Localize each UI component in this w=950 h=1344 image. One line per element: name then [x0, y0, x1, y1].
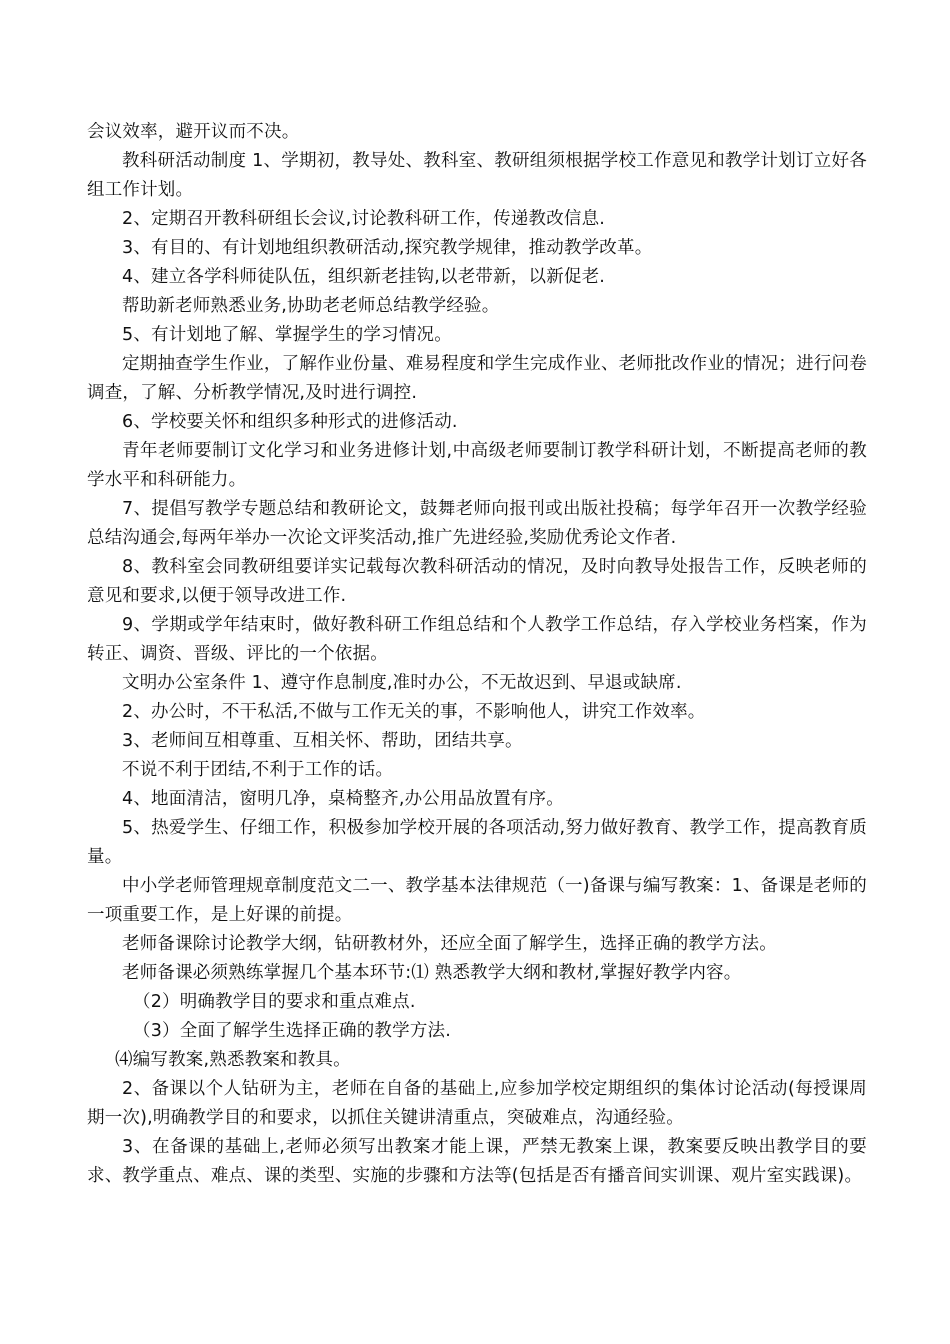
paragraph: 3、老师间互相尊重、互相关怀、帮助，团结共享。	[122, 731, 523, 751]
paragraph: 2、备课以个人钻研为主，老师在自备的基础上,应参加学校定期组织的集体讨论活动(每授课周期一次),明确教学目的和要求，以抓住关键讲清重点，突破难点，沟通经验。	[87, 1079, 867, 1128]
paragraph: 4、建立各学科师徒队伍，组织新老挂钩,以老带新，以新促老.	[122, 267, 606, 287]
paragraph: 4、地面清洁，窗明几净，桌椅整齐,办公用品放置有序。	[122, 789, 564, 809]
paragraph: ⑷编写教案,熟悉教案和教具。	[115, 1050, 351, 1070]
paragraph: 定期抽查学生作业，了解作业份量、难易程度和学生完成作业、老师批改作业的情况；进行问卷调查，了解、分析教学情况,及时进行调控.	[87, 354, 867, 403]
paragraph: 会议效率，避开议而不决。	[87, 122, 300, 142]
paragraph: 7、提倡写教学专题总结和教研论文，鼓舞老师向报刊或出版社投稿；每学年召开一次教学经验总结沟通会,每两年举办一次论文评奖活动,推广先进经验,奖励优秀论文作者.	[87, 499, 867, 548]
paragraph: 老师备课必须熟练掌握几个基本环节:⑴ 熟悉教学大纲和教材,掌握好教学内容。	[122, 963, 742, 983]
paragraph: 3、有目的、有计划地组织教研活动,探究教学规律，推动教学改革。	[122, 238, 653, 258]
paragraph: 文明办公室条件 1、遵守作息制度,准时办公，不无故迟到、早退或缺席.	[122, 673, 682, 693]
paragraph: 青年老师要制订文化学习和业务进修计划,中高级老师要制订教学科研计划，不断提高老师的教学水平和科研能力。	[87, 441, 867, 490]
paragraph: 教科研活动制度 1、学期初，教导处、教科室、教研组须根据学校工作意见和教学计划订立好各组工作计划。	[87, 151, 867, 200]
paragraph: 2、办公时，不干私活,不做与工作无关的事，不影响他人，讲究工作效率。	[122, 702, 706, 722]
paragraph: 8、教科室会同教研组要详实记载每次教科研活动的情况，及时向教导处报告工作，反映老师的意见和要求,以便于领导改进工作.	[87, 557, 867, 606]
paragraph: （3）全面了解学生选择正确的教学方法.	[133, 1021, 451, 1041]
paragraph: 6、学校要关怀和组织多种形式的进修活动.	[122, 412, 458, 432]
paragraph: 帮助新老师熟悉业务,协助老老师总结教学经验。	[122, 296, 500, 316]
paragraph: 9、学期或学年结束时，做好教科研工作组总结和个人教学工作总结，存入学校业务档案，作为转正、调资、晋级、评比的一个依据。	[87, 615, 867, 664]
paragraph: 5、热爱学生、仔细工作，积极参加学校开展的各项活动,努力做好教育、教学工作，提高教育质量。	[87, 818, 867, 867]
paragraph: 2、定期召开教科研组长会议,讨论教科研工作，传递教改信息.	[122, 209, 606, 229]
paragraph: 5、有计划地了解、掌握学生的学习情况。	[122, 325, 452, 345]
paragraph: 3、在备课的基础上,老师必须写出教案才能上课，严禁无教案上课，教案要反映出教学目的要求、教学重点、难点、课的类型、实施的步骤和方法等(包括是否有播音间实训课、观片室实践课)。	[87, 1137, 867, 1186]
paragraph: （2）明确教学目的要求和重点难点.	[133, 992, 416, 1012]
document-body	[87, 118, 867, 1191]
paragraph: 老师备课除讨论教学大纲，钻研教材外，还应全面了解学生，选择正确的教学方法。	[122, 934, 777, 954]
paragraph: 不说不利于团结,不利于工作的话。	[122, 760, 394, 780]
paragraph: 中小学老师管理规章制度范文二一、教学基本法律规范（一)备课与编写教案：1、备课是老师的一项重要工作，是上好课的前提。	[87, 876, 867, 925]
